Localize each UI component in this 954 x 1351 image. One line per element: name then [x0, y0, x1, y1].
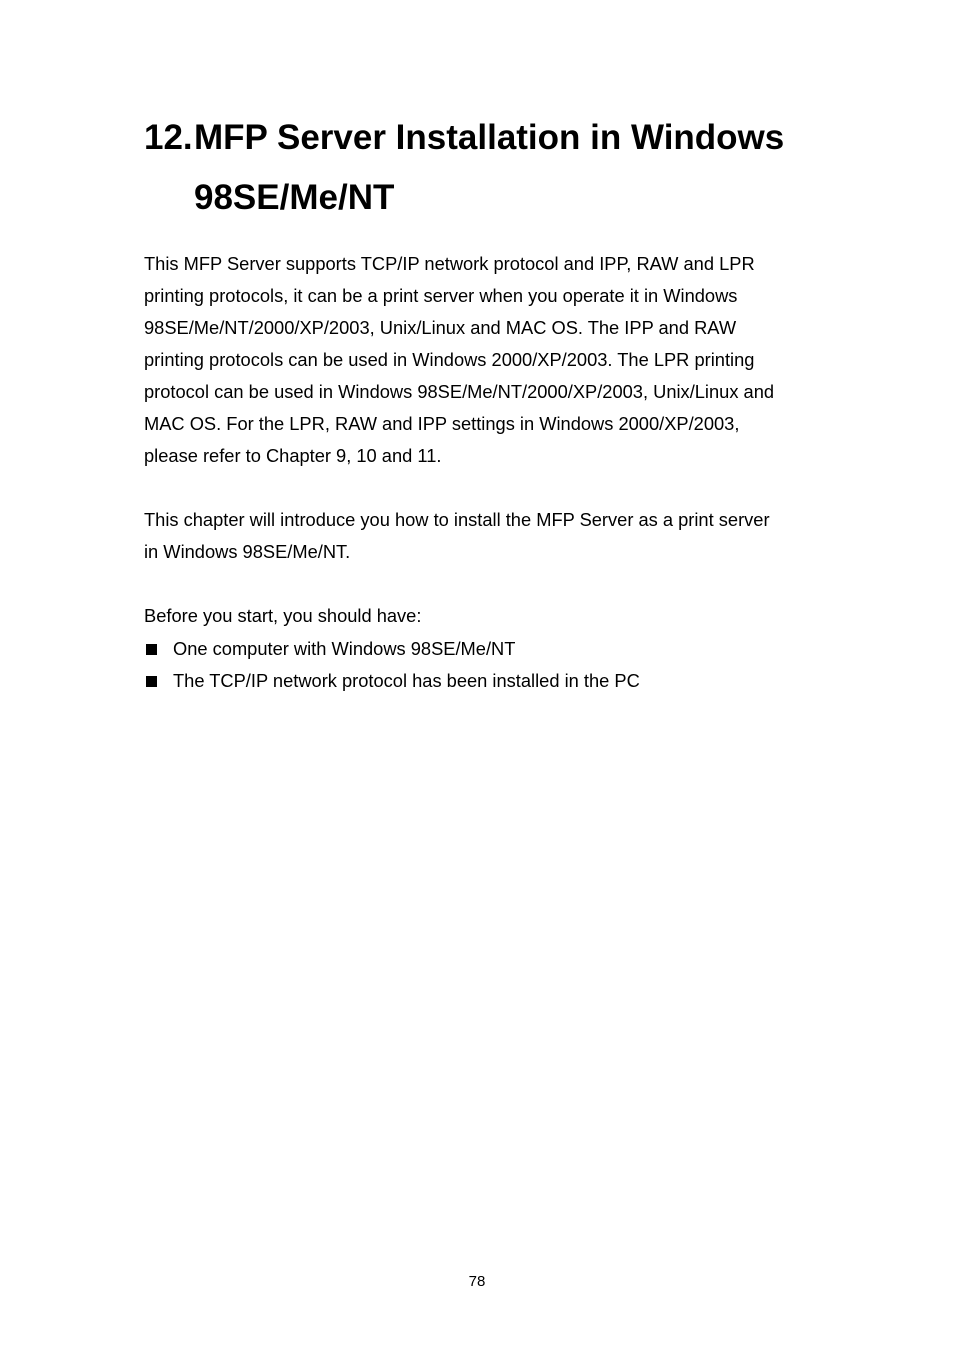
list-item	[144, 665, 640, 697]
text-line: 98SE/Me/NT/2000/XP/2003, Unix/Linux and MAC OS. The IPP and RAW	[144, 317, 737, 338]
text-line: This MFP Server supports TCP/IP network protocol and IPP, RAW and LPR	[144, 253, 755, 274]
prerequisites-intro	[144, 600, 824, 632]
text-line: printing protocols can be used in Windows 2000/XP/2003. The LPR printing	[144, 349, 755, 370]
chapter-title-line-1: MFP Server Installation in Windows	[194, 118, 785, 157]
list-item-text: The TCP/IP network protocol has been installed in the PC	[173, 670, 640, 691]
chapter-title-line-2: 98SE/Me/NT	[194, 178, 395, 217]
chapter-scope-paragraph	[144, 504, 824, 568]
text-line: in Windows 98SE/Me/NT.	[144, 541, 351, 562]
list-item	[144, 633, 640, 665]
text-line: MAC OS. For the LPR, RAW and IPP settings in Windows 2000/XP/2003,	[144, 413, 740, 434]
text-line: This chapter will introduce you how to install the MFP Server as a print server	[144, 509, 770, 530]
text-line: Before you start, you should have:	[144, 605, 422, 626]
list-item-text: One computer with Windows 98SE/Me/NT	[173, 638, 516, 659]
page-number: 78	[468, 1273, 486, 1290]
requirements-list	[144, 633, 640, 697]
square-bullet-icon	[146, 676, 157, 687]
text-line: protocol can be used in Windows 98SE/Me/NT/2000/XP/2003, Unix/Linux and	[144, 381, 775, 402]
chapter-number: 12.	[144, 118, 193, 157]
text-line: please refer to Chapter 9, 10 and 11.	[144, 445, 442, 466]
square-bullet-icon	[146, 644, 157, 655]
intro-paragraph	[144, 248, 824, 472]
chapter-heading	[144, 108, 844, 228]
text-line: printing protocols, it can be a print server when you operate it in Windows	[144, 285, 738, 306]
